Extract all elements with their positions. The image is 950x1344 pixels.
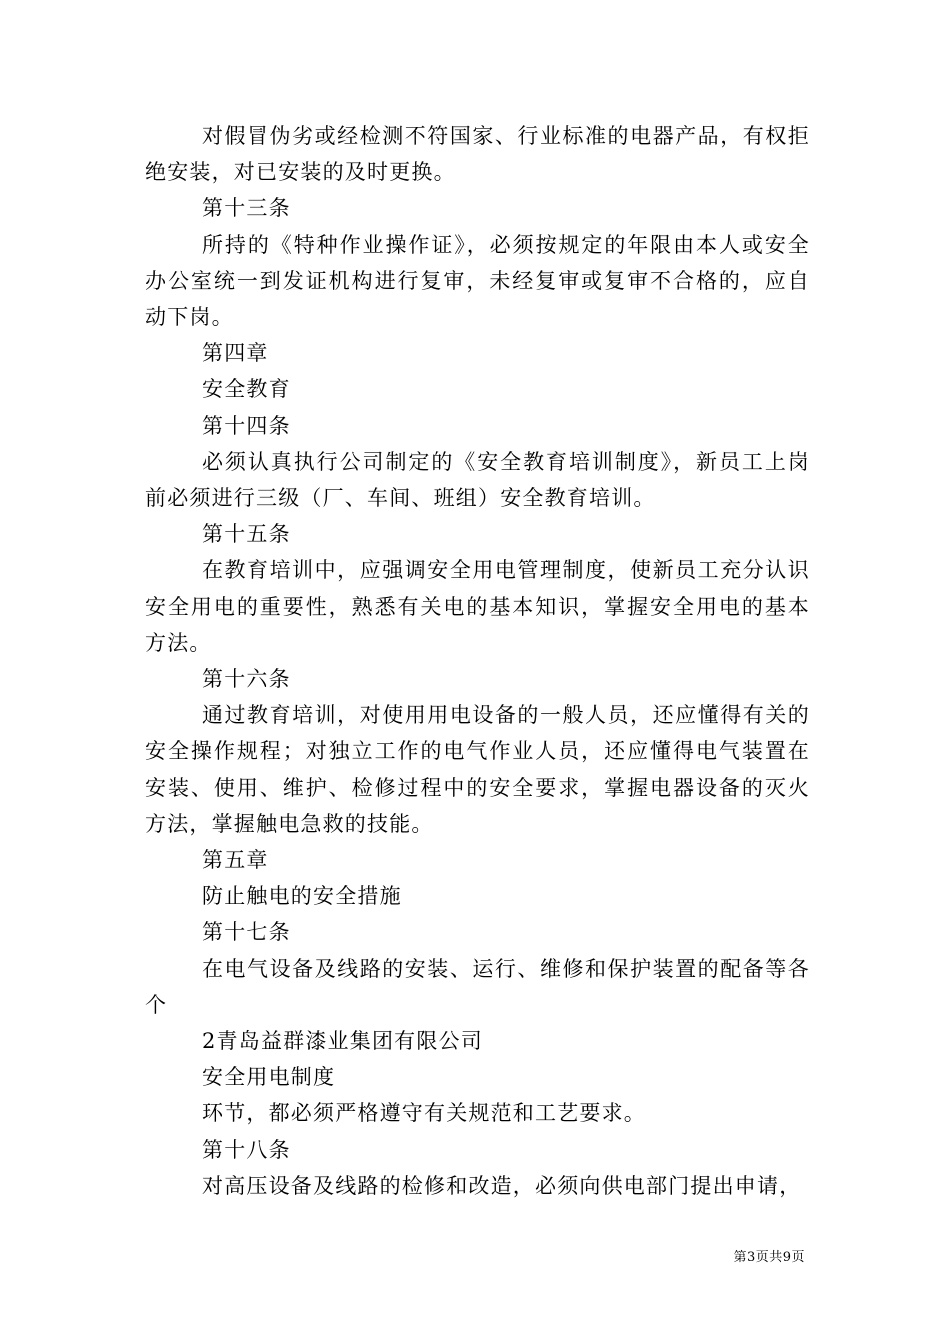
article-heading: 第十五条	[202, 522, 291, 547]
article-heading: 第十七条	[202, 920, 291, 945]
page-number: 第3页共9页	[733, 1250, 805, 1265]
chapter-title: 防止触电的安全措施	[202, 884, 402, 909]
running-header-company: 2青岛益群漆业集团有限公司	[202, 1029, 483, 1054]
paragraph: 在教育培训中，应强调安全用电管理制度，使新员工充分认识安全用电的重要性，熟悉有关电的基本知识，掌握安全用电的基本方法。	[145, 558, 810, 655]
chapter-title: 安全教育	[202, 377, 291, 402]
paragraph: 在电气设备及线路的安装、运行、维修和保护装置的配备等各个	[145, 956, 810, 1017]
chapter-heading: 第五章	[202, 848, 269, 873]
running-header-title: 安全用电制度	[202, 1065, 336, 1090]
article-heading: 第十六条	[202, 667, 291, 692]
paragraph: 必须认真执行公司制定的《安全教育培训制度》，新员工上岗前必须进行三级（厂、车间、班组）安全教育培训。	[145, 449, 810, 511]
paragraph: 对高压设备及线路的检修和改造，必须向供电部门提出申请，	[202, 1173, 802, 1198]
article-heading: 第十三条	[202, 196, 291, 221]
paragraph: 所持的《特种作业操作证》，必须按规定的年限由本人或安全办公室统一到发证机构进行复审，未经复审或复审不合格的，应自动下岗。	[145, 232, 810, 330]
paragraph: 通过教育培训，对使用用电设备的一般人员，还应懂得有关的安全操作规程；对独立工作的电气作业人员，还应懂得电气装置在安装、使用、维护、检修过程中的安全要求，掌握电器设备的灭火方法，掌握触电急救的技能。	[145, 703, 810, 836]
chapter-heading: 第四章	[202, 341, 269, 366]
paragraph: 对假冒伪劣或经检测不符国家、行业标准的电器产品，有权拒绝安装，对已安装的及时更换。	[145, 124, 810, 185]
article-heading: 第十四条	[202, 413, 291, 438]
document-body	[145, 118, 810, 1204]
article-heading: 第十八条	[202, 1137, 291, 1162]
paragraph: 环节，都必须严格遵守有关规范和工艺要求。	[202, 1101, 646, 1126]
